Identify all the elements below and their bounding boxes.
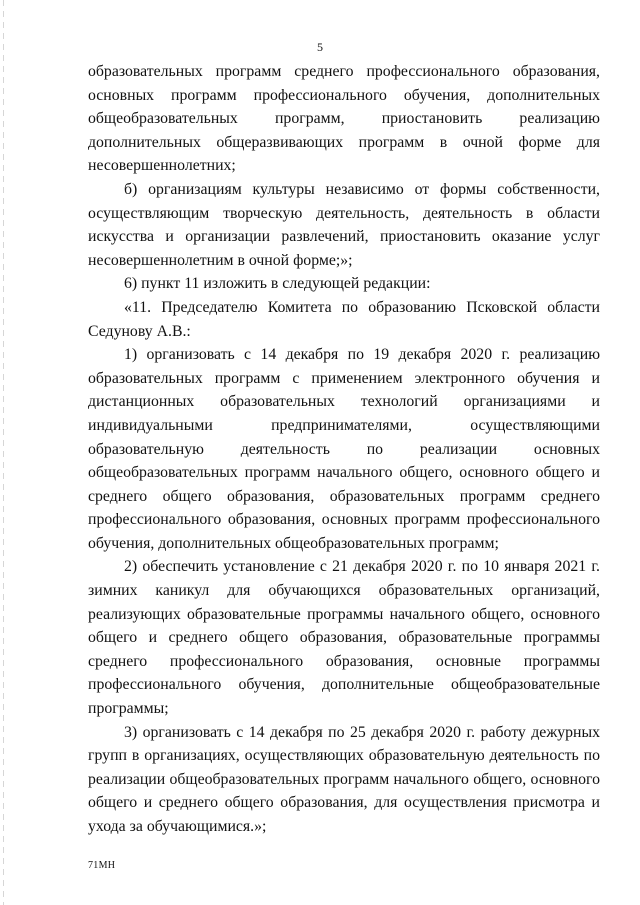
- paragraph-subitem-b: б) организациям культуры независимо от формы собственности, осуществляющим творческую деятельность, деятельность в области искусства и организации развлечений, приостановить оказание услуг несовершеннолетним в очной форме;»;: [88, 180, 600, 269]
- paragraph-item-6: 6) пункт 11 изложить в следующей редакции:: [124, 275, 431, 293]
- paragraph-subitem-3: 3) организовать с 14 декабря по 25 декабря 2020 г. работу дежурных групп в организациях, осуществляющих образовательную деятельность по реализации общеобразовательных программ начального общего, основного общего и среднего общего образования, для осуществления присмотра и ухода за обучающимися.»;: [88, 723, 600, 835]
- paragraph-subitem-1: 1) организовать с 14 декабря по 19 декабря 2020 г. реализацию образовательных программ с применением электронного обучения и дистанционных образовательных технологий организациями и индивидуальными предпринимателями, осуществляющими образовательную деятельность по реализации основных общеобразовательных программ начального общего, основного общего и среднего общего образования, образовательных программ среднего профессионального образования, основных программ профессионального обучения, дополнительных общеобразовательных программ;: [88, 346, 600, 552]
- scan-edge-mark: [3, 0, 4, 905]
- paragraph-continuation: образовательных программ среднего профессионального образования, основных программ профессионального обучения, дополнительных общеобразовательных программ, приостановить реализацию дополнительных общеразвивающих программ в очной форме для несовершеннолетних;: [88, 63, 600, 175]
- page-number: 5: [317, 40, 323, 54]
- paragraph-clause-11: «11. Председателю Комитета по образованию Псковской области Седунову А.В.:: [88, 298, 600, 340]
- document-body: [88, 60, 600, 839]
- paragraph-subitem-2: 2) обеспечить установление с 21 декабря 2020 г. по 10 января 2021 г. зимних каникул для обучающихся образовательных организаций, реализующих образовательные программы начального общего, основного общего и среднего общего образования, образовательные программы среднего профессионального образования, основные программы профессионального обучения, дополнительные общеобразовательные программы;: [88, 558, 600, 718]
- footer-code: 71МН: [88, 860, 116, 871]
